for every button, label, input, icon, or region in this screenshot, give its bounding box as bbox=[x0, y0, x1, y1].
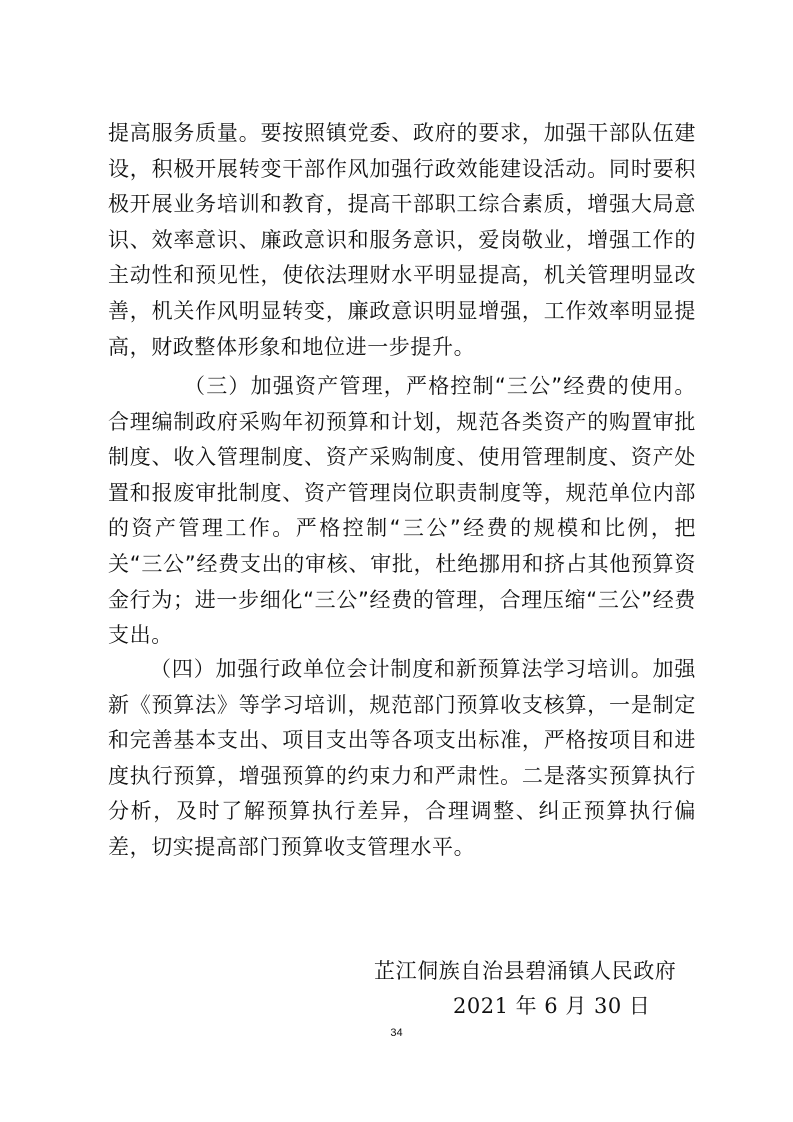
body-paragraph-1: 提高服务质量。要按照镇党委、政府的要求，加强干部队伍建设，积极开展转变干部作风加强行政效能建设活动。同时要积极开展业务培训和教育，提高干部职工综合素质，增强大局意识、效率意识、廉政意识和服务意识，爱岗敬业，增强工作的主动性和预见性，使依法理财水平明显提高，机关管理明显改善，机关作风明显转变，廉政意识明显增强，工作效率明显提高，财政整体形象和地位进一步提升。 bbox=[108, 121, 696, 359]
signature-date: 2021 年 6 月 30 日 bbox=[453, 994, 651, 1018]
signature-organization: 芷江侗族自治县碧涌镇人民政府 bbox=[374, 959, 677, 983]
page-number: 34 bbox=[390, 1027, 403, 1039]
body-paragraph-2: （三）加强资产管理，严格控制“三公”经费的使用。合理编制政府采购年初预算和计划，规范各类资产的购置审批制度、收入管理制度、资产采购制度、使用管理制度、资产处置和报废审批制度、资产管理岗位职责制度等，规范单位内部的资产管理工作。严格控制“三公”经费的规模和比例，把关“三公”经费支出的审核、审批，杜绝挪用和挤占其他预算资金行为；进一步细化“三公”经费的管理，合理压缩“三公”经费支出。 bbox=[108, 374, 696, 648]
body-paragraph-3: （四）加强行政单位会计制度和新预算法学习培训。加强新《预算法》等学习培训，规范部门预算收支核算，一是制定和完善基本支出、项目支出等各项支出标准，严格按项目和进度执行预算，增强预算的约束力和严肃性。二是落实预算执行分析，及时了解预算执行差异，合理调整、纠正预算执行偏差，切实提高部门预算收支管理水平。 bbox=[108, 657, 696, 859]
